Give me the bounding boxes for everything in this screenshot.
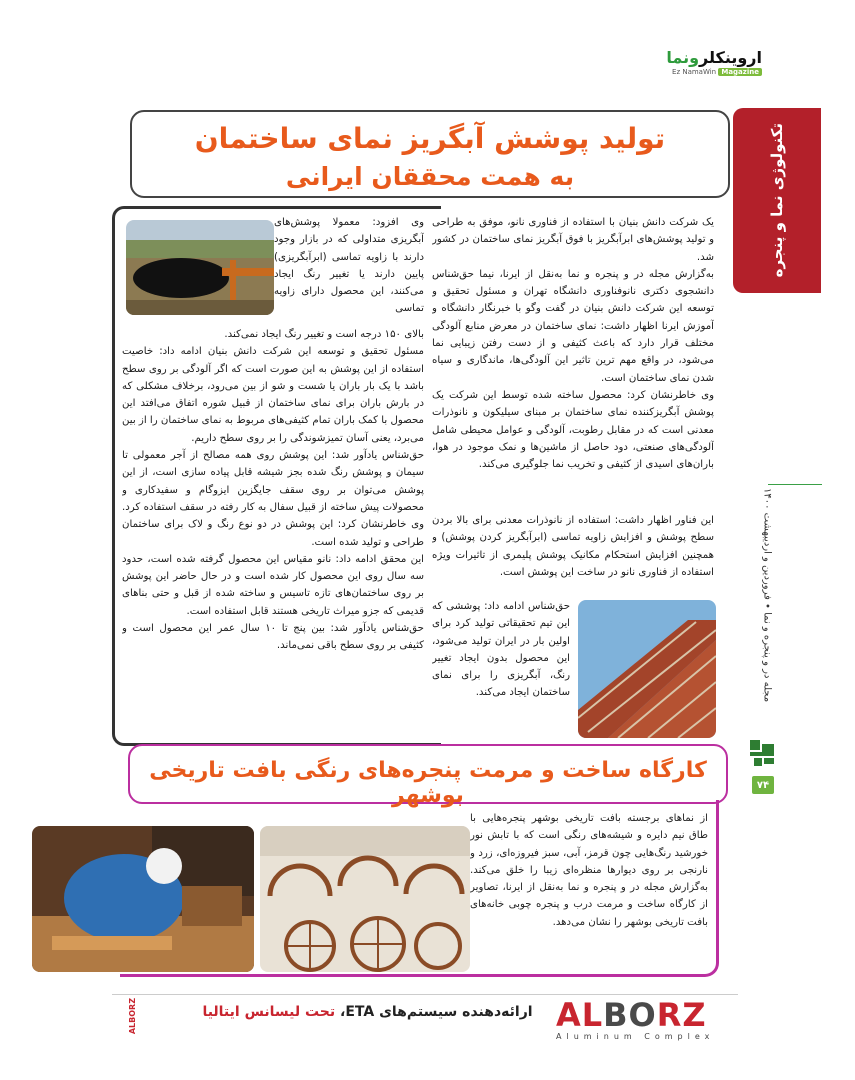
brick-wall-photo [578, 600, 716, 738]
section-tab [733, 108, 821, 293]
logo-title: اروینکلرونما [666, 48, 762, 67]
paragraph: حق‌شناس ادامه داد: پوششی که این تیم تحقیقاتی تولید کرد برای اولین بار در ایران تولید می‌شود، این محصول بدون ایجاد تغییر رنگ، آبگریزی را برای نمای ساختمان ایجاد می‌کند. [432, 601, 570, 699]
article-column-right [432, 214, 714, 524]
paragraph: وی افزود: معمولا پوشش‌های آبگریزی متداولی که در بازار وجود دارند با زاویه تماسی (ابرآبگریزی) پایین دارند یا تغییر رنگ ایجاد می‌کنند، این محصول دارای زاویه تماسی [274, 217, 424, 315]
magazine-logo [642, 48, 762, 82]
logo-subtitle: Ez NamaWin Magazine [672, 68, 762, 76]
paragraph: حق‌شناس یادآور شد: این پوشش روی همه مصالح از آجر معمولی تا سیمان و پوشش رنگ شده بجز شیشه قابل پیاده سازی است، از این پوشش می‌توان بر روی سقف جایگزین ایزوگام و سفیدکاری و محصولات پیش ساخته از قبیل سفال به کار رفته در سقف استفاده کرد. وی خاطرنشان کرد: این پوشش در دو نوع رنگ و لاک برای ساختمان طراحی و تولید شده است. [122, 450, 424, 548]
article-title: تولید پوشش آبگریز نمای ساختمان [194, 122, 666, 155]
article-subtitle: به همت محققان ایرانی [285, 162, 575, 191]
workshop-title-box [128, 744, 728, 808]
paragraph: این فناور اظهار داشت: استفاده از نانوذرات معدنی برای بالا بردن سطح پوشش و افزایش زاویه تماسی (ابرآبگریز کردن پوشش) و همچنین افزایش استحکام مکانیک پوشش پلیمری از تاثیرات ویژه استفاده از فناوری نانو در ساخت این پوشش است. [432, 515, 714, 578]
paragraph: حق‌شناس یادآور شد: بین پنج تا ۱۰ سال عمر این محصول است و کثیفی بر روی سطح باقی نمی‌ماند. [122, 623, 424, 652]
craftsman-photo [32, 826, 254, 972]
article-column-left [122, 326, 424, 736]
workshop-text [470, 810, 708, 968]
paragraph: مسئول تحقیق و توسعه این شرکت دانش بنیان ادامه داد: خاصیت استفاده از این پوشش به این صورت است که اگر آلودگی بر روی سطح باشد با یک بار باران یا شست و شو از بین می‌رود، برخلاف مشکلی که در بارش باران برای نمای ساختمان از قبیل شوره اتفاق می‌افتد این محصول با کمک باران تمام کثیفی‌های مربوط به نمای ساختمان را از بین می‌برد، یعنی آسان تمیزشوندگی را بر روی سطح داریم. [122, 346, 424, 444]
footer-tagline: ارائه‌دهنده سیستم‌های ETA، تحت لیسانس ایتالیا [202, 1004, 533, 1020]
alborz-logo: ALBORZ Aluminum Complex [556, 996, 715, 1041]
workshop-title: کارگاه ساخت و مرمت پنجره‌های رنگی بافت تاریخی بوشهر [149, 758, 707, 808]
paragraph: این محقق ادامه داد: نانو مقیاس این محصول گرفته شده است، حدود سه سال روی این محصول کار شده است و در حال حاضر این پوشش بر روی ساختمان‌های تازه تاسیس و ساخته شده از قبل و حتی بناهای قدیمی که جزو میراث تاریخی هستند قابل استفاده است. [122, 553, 424, 617]
paragraph: به‌گزارش مجله در و پنجره و نما به‌نقل از ایرنا، نیما حق‌شناس دانشجوی دکتری نانوفناوری دانشگاه تهران و مسئول تحقیق و توسعه این شرکت دانش بنیان در گفت وگو با خبرنگار دانشگاه و آموزش ایرنا اظهار داشت: نمای ساختمان در معرض منابع آلودگی مختلف قرار دارد که باعث کثیفی و از دست رفتن زیبایی نما می‌شود، در واقع مهم ترین تاثیر این آلودگی‌ها، ماندگاری و سیاه شدن نمای ساختمان است. [432, 268, 714, 384]
wooden-windows-photo [260, 826, 470, 972]
paragraph: وی خاطرنشان کرد: محصول ساخته شده توسط این شرکت یک پوشش آبگریزکننده نمای ساختمان بر مبنای سیلیکون و نانوذرات معدنی است که در مقابل رطوبت، آلودگی و عوامل محیطی شامل آلودگی‌های صنعتی، دود حاصل از ماشین‌ها و نمک موجود در هوا، باران‌های اسیدی از کثیفی و تخریب نما جلوگیری می‌کند. [432, 389, 714, 471]
issue-info: مجله در و پنجره و نما • فروردین و اردیبهشت ۱۴۰۰ [761, 488, 773, 703]
page-number: ۷۴ [752, 776, 774, 794]
side-divider [768, 484, 822, 485]
article-title-box [130, 110, 730, 198]
section-tab-label: تکنولوژی نما و پنجره [768, 123, 786, 278]
paragraph: از نماهای برجسته بافت تاریخی بوشهر پنجره‌هایی با طاق نیم دایره و شیشه‌های رنگی است که با تابش نور خورشید رنگ‌هایی چون قرمز، آبی، سبز فیروزه‌ای، زرد و نارنجی بر روی دیوارها منظره‌ای زیبا را خلق می‌کند. به‌گزارش مجله در و پنجره و نما به‌نقل از ایرنا، تصاویر از کارگاه ساخت و مرمت درب و پنجره چوبی خانه‌های بافت تاریخی بوشهر را نشان می‌دهد. [470, 813, 708, 928]
paragraph: بالای ۱۵۰ درجه است و تغییر رنگ ایجاد نمی‌کند. [224, 329, 424, 340]
article-column-right-bottom [432, 598, 570, 738]
windows-icon [748, 738, 776, 768]
oil-spill-photo [126, 220, 274, 315]
paragraph: یک شرکت دانش بنیان با استفاده از فناوری نانو، موفق به طراحی و تولید پوشش‌های ابرآبگریز با فوق آبگریز نمای ساختمان در کشور شد. [432, 217, 714, 263]
footer-brand-vertical: ALBORZ [127, 997, 137, 1035]
article-column-left-top [274, 214, 424, 330]
article-column-right-cont [432, 512, 714, 606]
footer-divider [112, 994, 738, 995]
